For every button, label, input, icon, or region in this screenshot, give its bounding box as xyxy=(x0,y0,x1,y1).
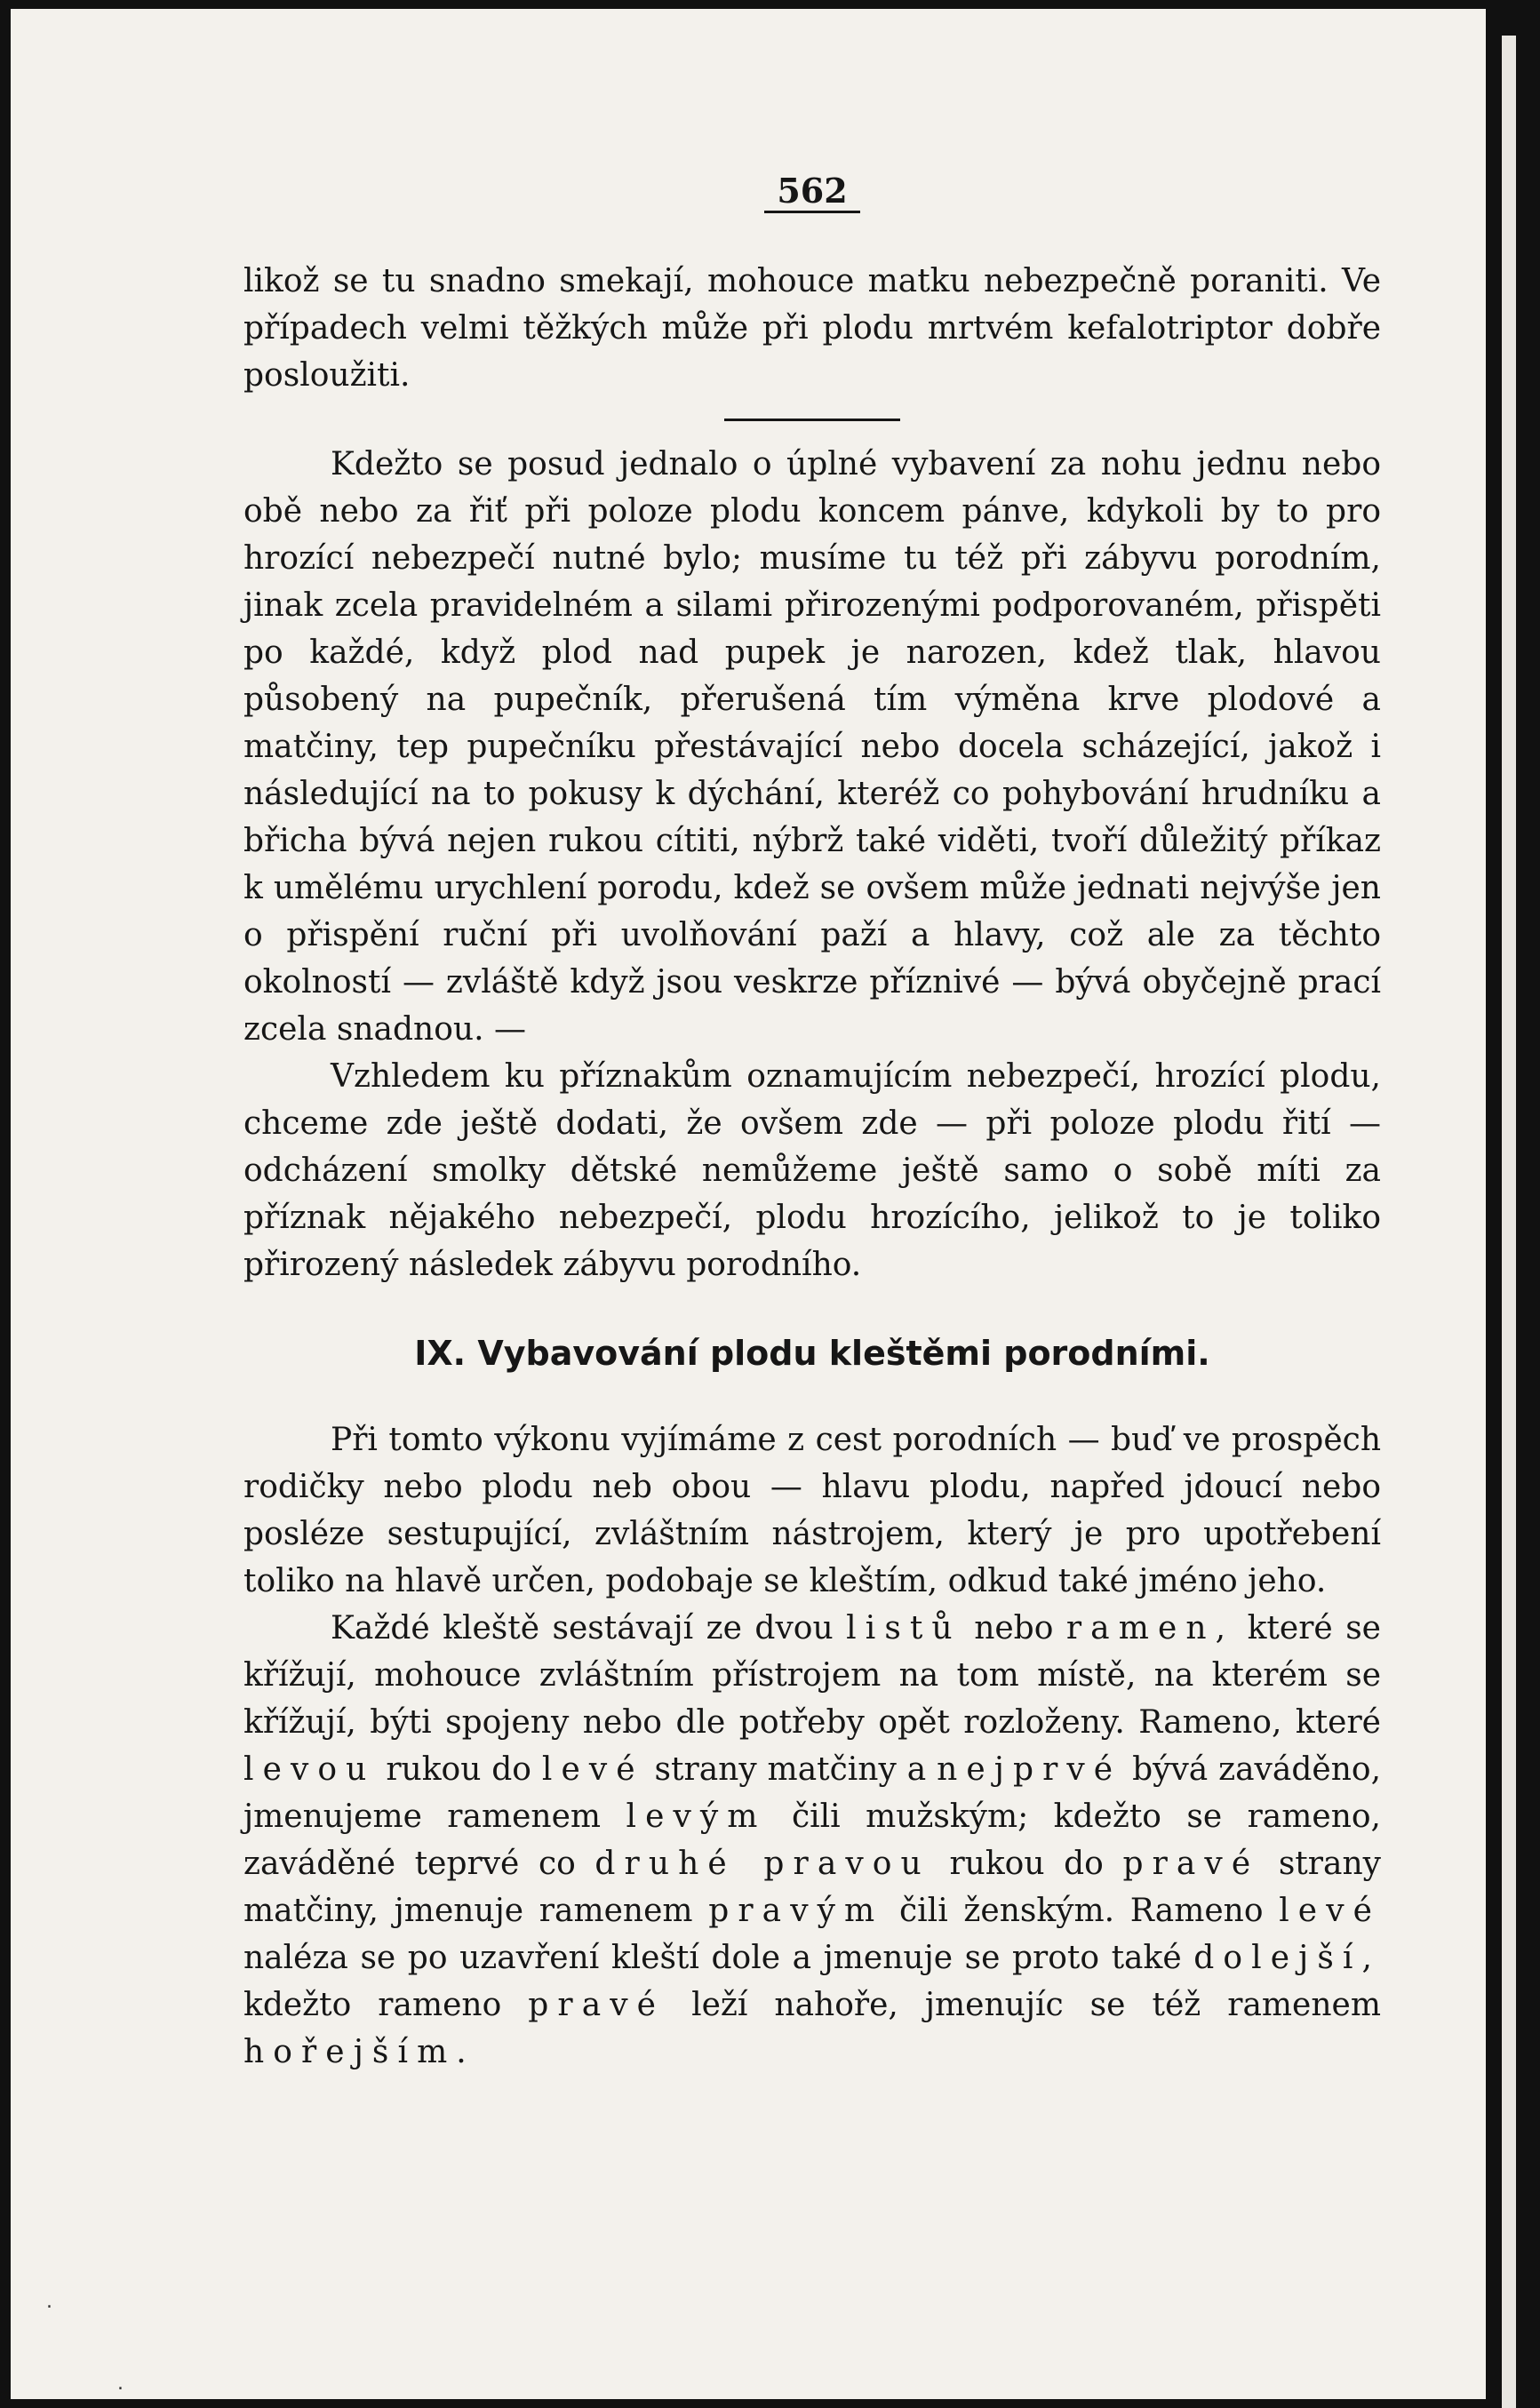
emphasis-text: levým xyxy=(626,1798,767,1835)
emphasis-text: nejprvé xyxy=(937,1751,1122,1788)
adjacent-page-edge xyxy=(1502,36,1516,2408)
emphasis-text: pravé xyxy=(1122,1846,1260,1882)
book-page xyxy=(11,9,1486,2399)
paragraph-forceps-intro: Při tomto výkonu vyjímáme z cest porodních — buď ve prospěch rodičky nebo plodu neb obou — hlavu plodu, napřed jdoucí nebo posléze sestupující, zvláštním nástrojem, který je pro upotřebení toliko na hlavě určen, podobaje se kleštím, odkud také jméno jeho. xyxy=(243,1422,1381,1599)
emphasis-text: dolejší, xyxy=(1193,1940,1382,1976)
emphasis-text: levé xyxy=(1279,1893,1381,1929)
emphasis-text: ramen, xyxy=(1065,1610,1235,1647)
paragraph-breech-delivery: Kdežto se posud jednalo o úplné vybavení za nohu jednu nebo obě nebo za řiť při poloze plodu koncem pánve, kdykoli by to pro hrozící nebezpečí nutné bylo; musíme tu též při zábyvu porodním, jinak zcela pravidelném a silami přirozenými podporovaném, přispěti po každé, když plod nad pupek je narozen, kdež tlak, hlavou působený na pupečník, přerušená tím výměna krve plodové a matčiny, tep pupečníku přestávající nebo docela scházející, jakož i následující na to pokusy k dýchání, kteréž co pohybování hrudníku a břicha bývá nejen rukou cítiti, nýbrž také viděti, tvoří důležitý příkaz k umělému urychlení porodu, kdež se ovšem může jednati nejvýše jen o přispění ruční při uvolňování paží a hlavy, což ale za těchto okolností — zvláště když jsou veskrze příznivé — bývá obyčejně prací zcela snadnou. — xyxy=(243,446,1381,1048)
emphasis-text: levé xyxy=(541,1751,644,1788)
paragraph-continuation: likož se tu snadno smekají, mohouce matku nebezpečně poraniti. Ve případech velmi těžkých může při plodu mrtvém kefalotriptor dobře posloužiti. xyxy=(243,263,1381,394)
separator-rule xyxy=(724,419,900,421)
paragraph-forceps-parts: Každé kleště sestávají ze dvou listů nebo ramen, které se křížují, mohouce zvláštním přístrojem na tom místě, na kterém se křížují, býti spojeny nebo dle potřeby opět rozloženy. Rameno, které levou rukou do levé strany matčiny a nejprvé bývá zaváděno, jmenujeme ramenem levým čili mužským; kdežto se rameno, zaváděné teprvé co druhé pravou rukou do pravé strany matčiny, jmenuje ramenem pravým čili ženským. Rameno levé naléza se po uzavření kleští dole a jmenuje se proto také dolejší, kdežto rameno pravé leží nahoře, jmenujíc se též ramenem hořejším. xyxy=(243,1610,1382,2070)
scan-speck: . xyxy=(46,2291,52,2313)
emphasis-text: hořejším. xyxy=(243,2034,475,2070)
scan-speck: . xyxy=(117,2372,124,2395)
emphasis-text: levou xyxy=(243,1751,376,1788)
emphasis-text: listů xyxy=(846,1610,962,1647)
emphasis-text: pravým xyxy=(708,1893,884,1929)
emphasis-text: pravé xyxy=(528,1987,666,2023)
emphasis-text: druhé pravou xyxy=(594,1846,930,1882)
page-number: 562 xyxy=(243,173,1381,213)
section-title: IX. Vybavování plodu kleštěmi porodními. xyxy=(414,1334,1210,1373)
page-text-block xyxy=(243,173,1381,2076)
paragraph-danger-signs: Vzhledem ku příznakům oznamujícím nebezpečí, hrozící plodu, chceme zde ještě dodati, že ovšem zde — při poloze plodu řití — odcházení smolky dětské nemůžeme ještě samo o sobě míti za příznak nějakého nebezpečí, plodu hrozícího, jelikož to je toliko přirozený následek zábyvu porodního. xyxy=(243,1058,1381,1283)
